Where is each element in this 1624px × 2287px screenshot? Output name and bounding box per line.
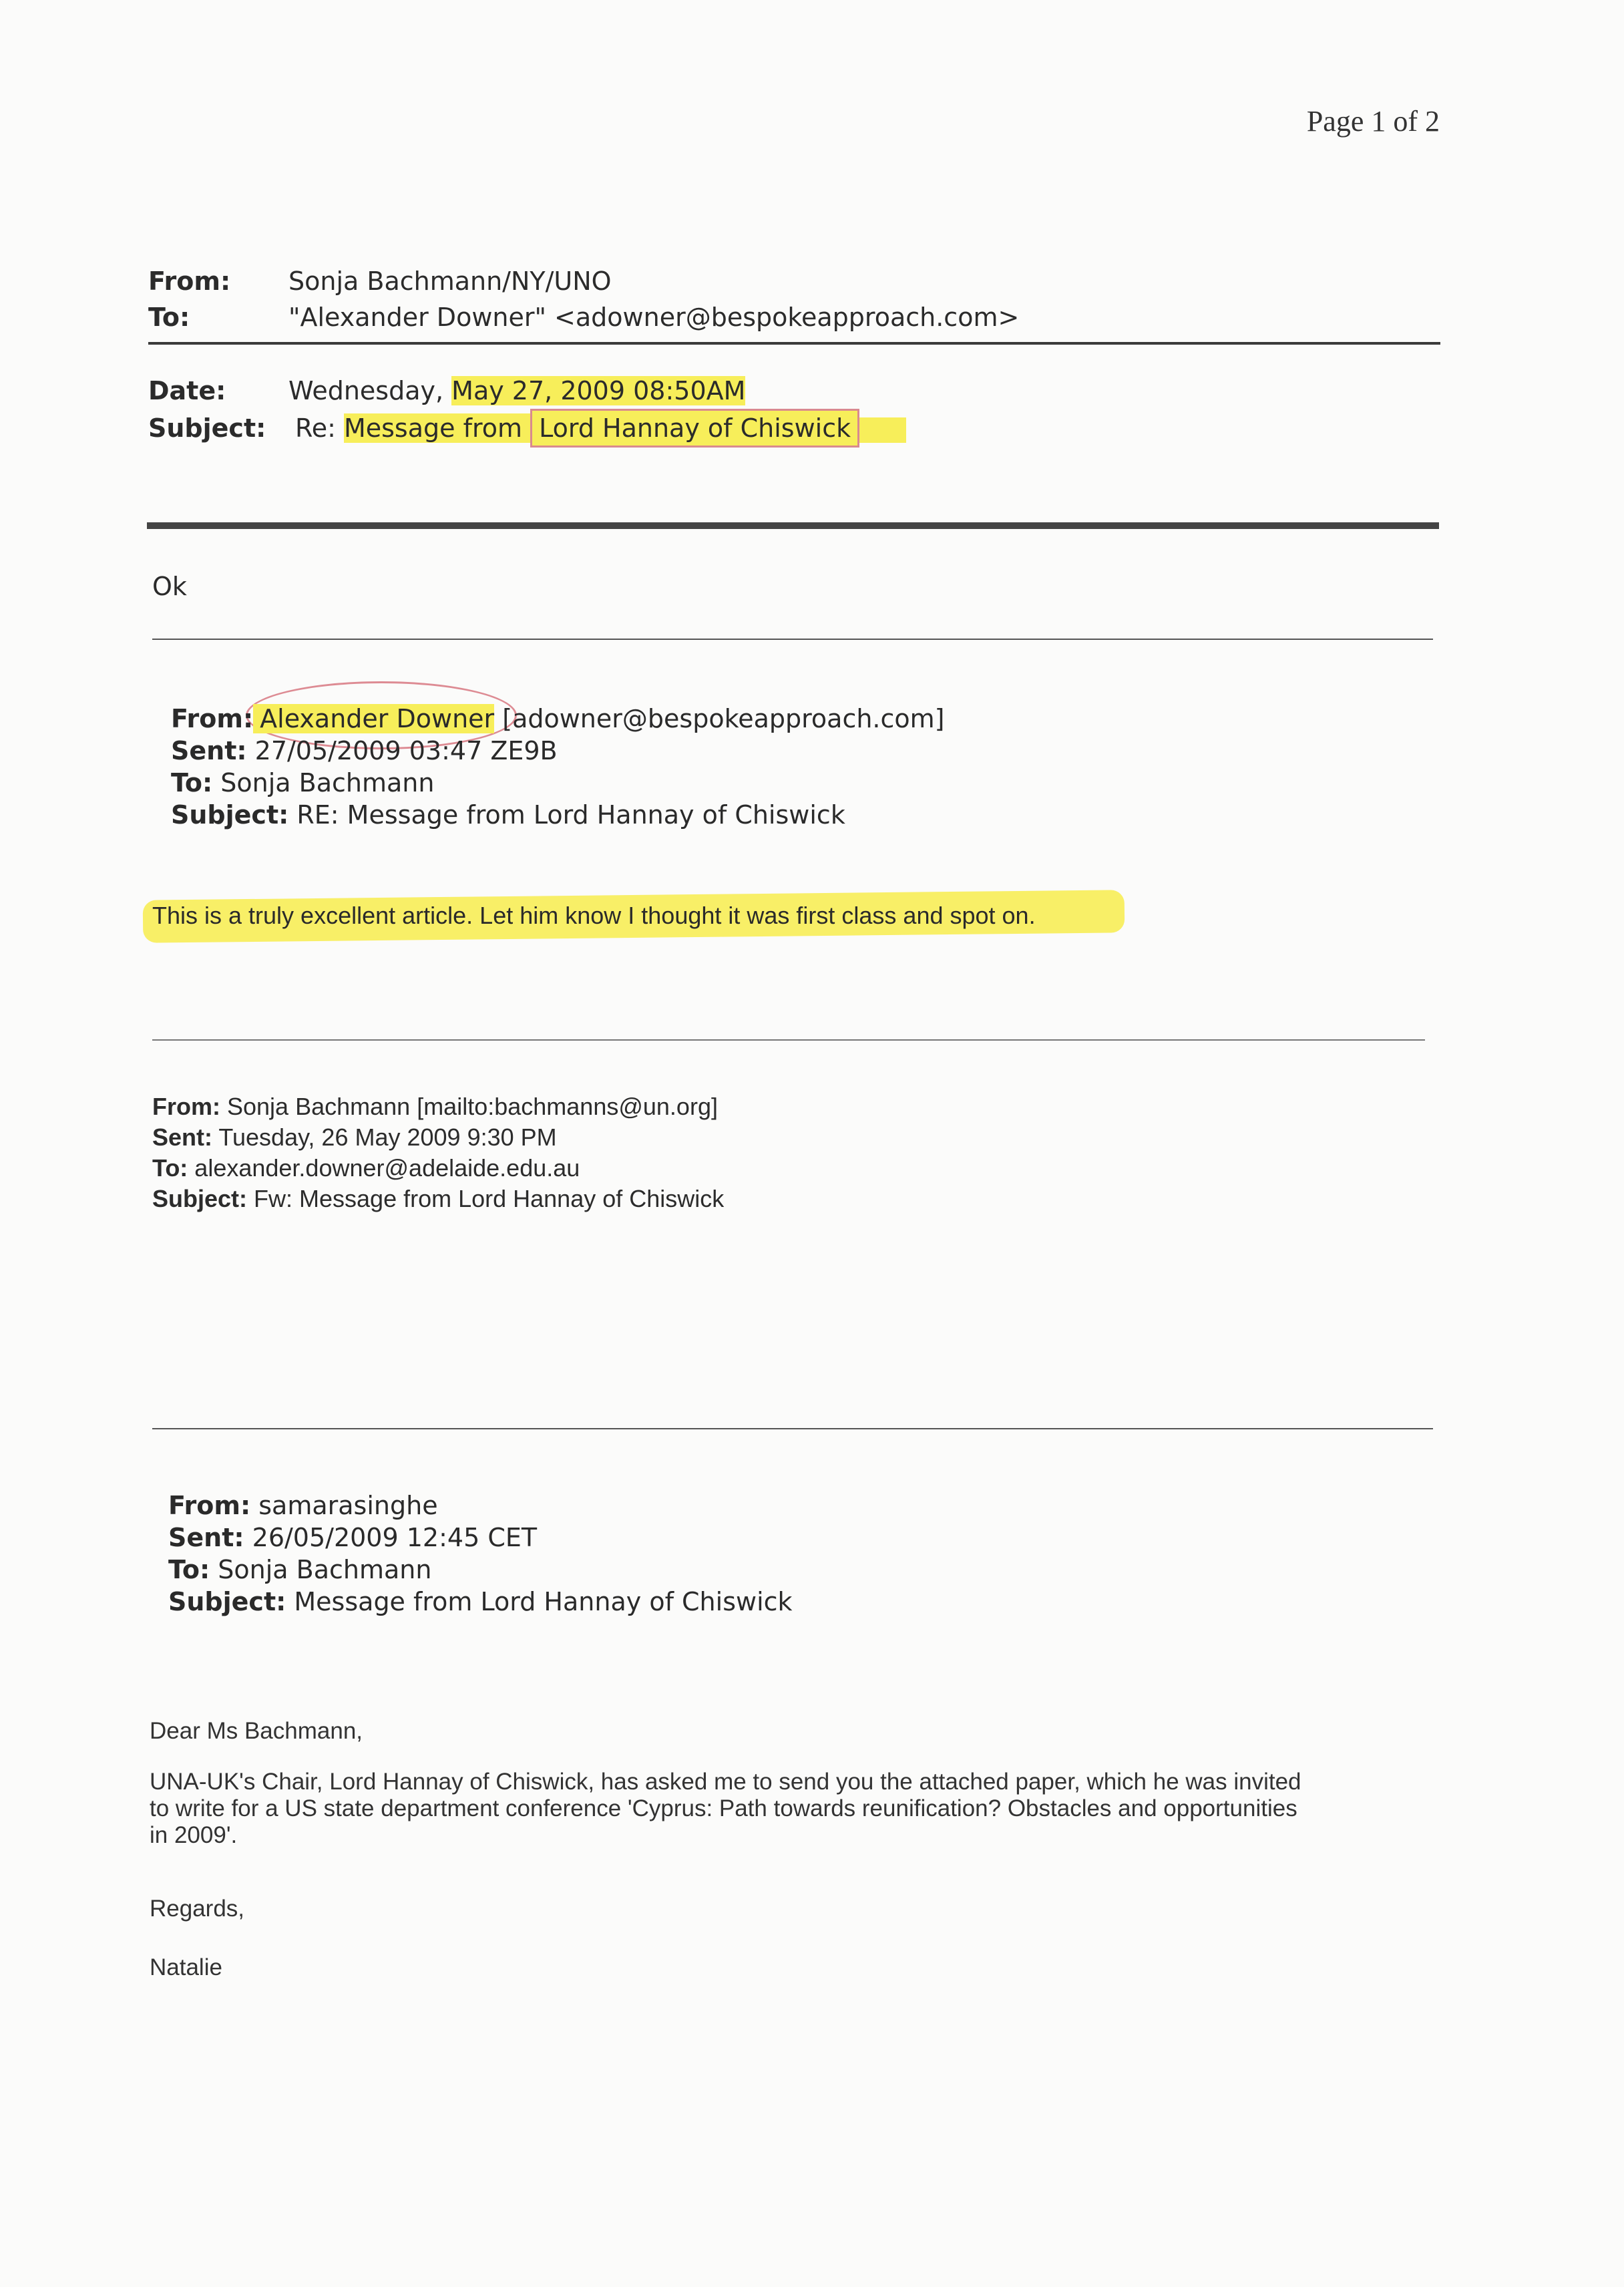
msg2-to-row bbox=[171, 767, 945, 799]
letter-greeting: Dear Ms Bachmann, bbox=[150, 1718, 363, 1744]
reply-body: Ok bbox=[152, 572, 187, 601]
msg2-subject-value: RE: Message from Lord Hannay of Chiswick bbox=[288, 800, 845, 830]
msg2-to-label: To: bbox=[171, 768, 213, 798]
message-4-header bbox=[168, 1489, 793, 1618]
page-number: Page 1 of 2 bbox=[1306, 105, 1440, 138]
msg2-from-label: From: bbox=[171, 704, 254, 733]
letter-signature: Natalie bbox=[150, 1954, 222, 1980]
date-value-highlighted: May 27, 2009 08:50AM bbox=[451, 376, 746, 405]
msg4-sent-row bbox=[168, 1522, 793, 1554]
msg3-sent-row bbox=[152, 1122, 724, 1153]
msg4-subject-row bbox=[168, 1586, 793, 1618]
msg2-subject-row bbox=[171, 799, 945, 831]
msg2-sent-value: 27/05/2009 03:47 ZE9B bbox=[246, 736, 558, 765]
header-to-row bbox=[148, 305, 1484, 338]
msg3-sent-label: Sent: bbox=[152, 1123, 212, 1151]
date-label: Date: bbox=[148, 376, 226, 405]
message-3-header bbox=[152, 1091, 724, 1214]
subject-label: Subject: bbox=[148, 413, 266, 443]
subject-value-wrap bbox=[295, 415, 906, 443]
subject-highlight-boxed: Lord Hannay of Chiswick bbox=[530, 409, 859, 448]
header-divider bbox=[148, 342, 1440, 345]
header-date-row bbox=[148, 378, 1484, 411]
msg4-subject-label: Subject: bbox=[168, 1587, 286, 1616]
date-value-wrap bbox=[288, 378, 745, 403]
thick-divider bbox=[147, 522, 1439, 529]
msg3-subject-value: Fw: Message from Lord Hannay of Chiswick bbox=[247, 1185, 725, 1212]
letter-regards: Regards, bbox=[150, 1896, 245, 1922]
msg4-to-row bbox=[168, 1554, 793, 1586]
header-subject-row bbox=[148, 415, 1484, 456]
msg2-body: This is a truly excellent article. Let him know I thought it was first class and spot on. bbox=[152, 902, 1036, 929]
subject-prefix: Re: bbox=[295, 413, 344, 443]
msg3-subject-row bbox=[152, 1184, 724, 1214]
subject-highlight-tail bbox=[859, 417, 906, 443]
msg3-to-value: alexander.downer@adelaide.edu.au bbox=[188, 1154, 580, 1182]
msg4-sent-label: Sent: bbox=[168, 1523, 244, 1552]
msg2-from-row bbox=[171, 703, 945, 735]
msg2-to-value: Sonja Bachmann bbox=[212, 768, 435, 798]
msg3-to-label: To: bbox=[152, 1154, 188, 1182]
date-prefix: Wednesday, bbox=[288, 376, 452, 405]
separator-2 bbox=[152, 1039, 1425, 1041]
separator-1 bbox=[152, 639, 1433, 640]
msg4-from-row bbox=[168, 1489, 793, 1522]
msg2-from-email: [adowner@bespokeapproach.com] bbox=[494, 704, 945, 733]
msg4-sent-value: 26/05/2009 12:45 CET bbox=[244, 1523, 538, 1552]
msg2-subject-label: Subject: bbox=[171, 800, 289, 830]
to-label: To: bbox=[148, 303, 190, 332]
from-value: Sonja Bachmann/NY/UNO bbox=[288, 267, 612, 296]
msg2-sent-label: Sent: bbox=[171, 736, 247, 765]
letter-paragraph-line-3: in 2009'. bbox=[150, 1822, 238, 1848]
message-2-header bbox=[171, 703, 945, 831]
msg3-from-value: Sonja Bachmann [mailto:bachmanns@un.org] bbox=[220, 1093, 718, 1120]
msg4-subject-value: Message from Lord Hannay of Chiswick bbox=[286, 1587, 793, 1616]
header-from-row bbox=[148, 269, 1484, 302]
msg4-from-value: samarasinghe bbox=[250, 1491, 438, 1520]
msg3-subject-label: Subject: bbox=[152, 1185, 248, 1212]
msg3-from-label: From: bbox=[152, 1093, 220, 1120]
msg2-sent-row bbox=[171, 735, 945, 767]
msg3-to-row bbox=[152, 1153, 724, 1184]
msg3-sent-value: Tuesday, 26 May 2009 9:30 PM bbox=[212, 1123, 557, 1151]
msg3-from-row bbox=[152, 1091, 724, 1122]
msg4-to-label: To: bbox=[168, 1555, 210, 1584]
msg4-to-value: Sonja Bachmann bbox=[210, 1555, 432, 1584]
from-label: From: bbox=[148, 267, 231, 296]
msg2-from-name: Alexander Downer bbox=[253, 704, 494, 733]
letter-paragraph-line-2: to write for a US state department conference 'Cyprus: Path towards reunification? Obstacles and opportunities bbox=[150, 1795, 1297, 1821]
subject-highlight-a: Message from bbox=[343, 413, 531, 443]
separator-3 bbox=[152, 1428, 1433, 1429]
to-value: "Alexander Downer" <adowner@bespokeapproach.com> bbox=[288, 303, 1020, 332]
letter-paragraph-line-1: UNA-UK's Chair, Lord Hannay of Chiswick, has asked me to send you the attached paper, which he was invited bbox=[150, 1769, 1301, 1795]
msg4-from-label: From: bbox=[168, 1491, 251, 1520]
